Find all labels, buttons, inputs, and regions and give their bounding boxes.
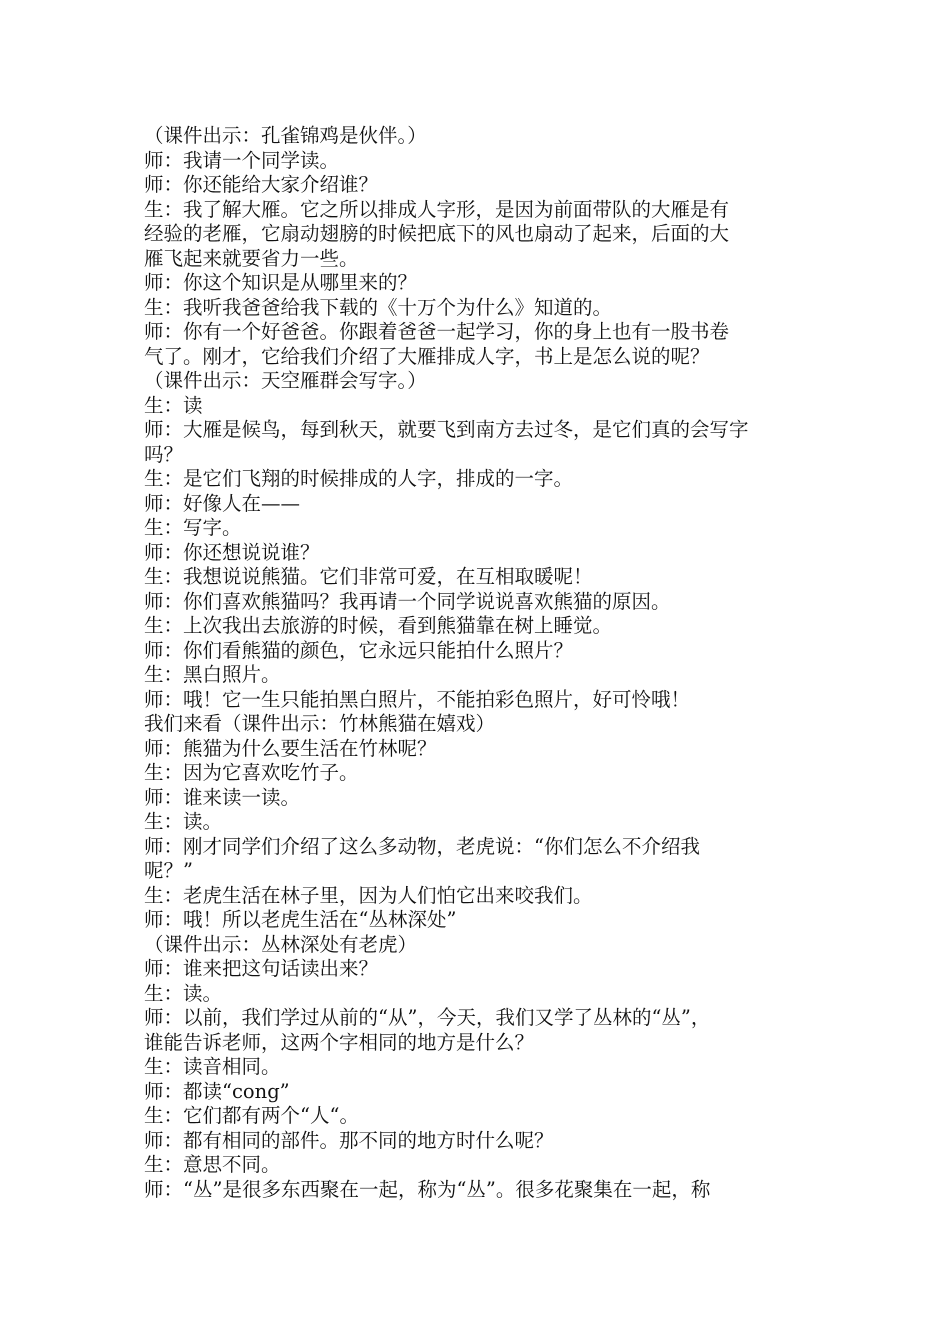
text-line: 师：都有相同的部件。那不同的地方时什么呢？ [144, 1128, 554, 1152]
text-line: 师：好像人在—— [144, 491, 301, 515]
text-line: 生：我想说说熊猫。它们非常可爱，在互相取暖呢！ [144, 565, 593, 588]
text-line: 生：写字。 [144, 516, 242, 539]
text-line: 生：意思不同。 [144, 1153, 281, 1176]
text-line: 生：我听我爸爸给我下载的《十万个为什么》知道的。 [144, 295, 613, 319]
text-line: 谁能告诉老师，这两个字相同的地方是什么？ [144, 1030, 535, 1054]
text-line: 师：你还能给大家介绍谁？ [144, 173, 379, 196]
text-line: 师：都读“cong” [144, 1079, 290, 1103]
text-line: 师：你这个知识是从哪里来的？ [144, 271, 418, 294]
text-line: 师：大雁是候鸟，每到秋天，就要飞到南方去过冬，是它们真的会写字 [144, 418, 749, 441]
text-line: 生：因为它喜欢吃竹子。 [144, 761, 359, 784]
text-line: 生：老虎生活在林子里，因为人们怕它出来咬我们。 [144, 883, 593, 907]
text-line: 生：读。 [144, 981, 223, 1005]
text-line: 师：哦！所以老虎生活在“丛林深处” [144, 908, 457, 931]
text-line: 师：谁来读一读。 [144, 785, 301, 809]
text-line: 师：以前，我们学过从前的“从”，今天，我们又学了丛林的“丛”， [144, 1006, 711, 1029]
text-line: 我们来看（课件出示：竹林熊猫在嬉戏） [144, 712, 496, 735]
text-line: 生：读音相同。 [144, 1055, 281, 1078]
text-line: 师：谁来把这句话读出来？ [144, 957, 379, 980]
text-line: 师：熊猫为什么要生活在竹林呢？ [144, 736, 437, 760]
text-line: 生：上次我出去旅游的时候，看到熊猫靠在树上睡觉。 [144, 614, 613, 637]
text-line: 生：读。 [144, 810, 223, 833]
text-line: 生：它们都有两个“人“。 [144, 1104, 359, 1127]
text-line: 师：你有一个好爸爸。你跟着爸爸一起学习，你的身上也有一股书卷 [144, 320, 730, 343]
text-line: （课件出示：天空雁群会写字。） [144, 369, 427, 392]
text-line: 呢？” [144, 859, 193, 882]
text-line: 师：“丛”是很多东西聚在一起，称为“丛”。很多花聚集在一起，称 [144, 1177, 711, 1201]
text-line: （课件出示：丛林深处有老虎） [144, 932, 418, 956]
text-line: 师：你们看熊猫的颜色，它永远只能拍什么照片？ [144, 638, 574, 662]
text-line: 师：刚才同学们介绍了这么多动物，老虎说：“你们怎么不介绍我 [144, 834, 700, 858]
text-line: 师：你们喜欢熊猫吗？我再请一个同学说说喜欢熊猫的原因。 [144, 589, 671, 613]
text-line: 师：我请一个同学读。 [144, 148, 340, 172]
text-line: 吗？ [144, 442, 184, 466]
text-line: 雁飞起来就要省力一些。 [144, 246, 359, 270]
text-line: 师：哦！它一生只能拍黑白照片，不能拍彩色照片，好可怜哦！ [144, 687, 691, 711]
text-line: 生：黑白照片。 [144, 663, 281, 686]
text-line: 生：读 [144, 393, 203, 417]
document-body [144, 124, 814, 1202]
text-line: 生：是它们飞翔的时候排成的人字，排成的一字。 [144, 467, 574, 490]
text-line: 师：你还想说说谁？ [144, 540, 320, 564]
text-line: （课件出示：孔雀锦鸡是伙伴。） [144, 124, 427, 147]
text-line: 气了。刚才，它给我们介绍了大雁排成人字，书上是怎么说的呢？ [144, 344, 710, 368]
text-line: 经验的老雁，它扇动翅膀的时候把底下的风也扇动了起来，后面的大 [144, 222, 730, 245]
text-line: 生：我了解大雁。它之所以排成人字形，是因为前面带队的大雁是有 [144, 197, 730, 221]
